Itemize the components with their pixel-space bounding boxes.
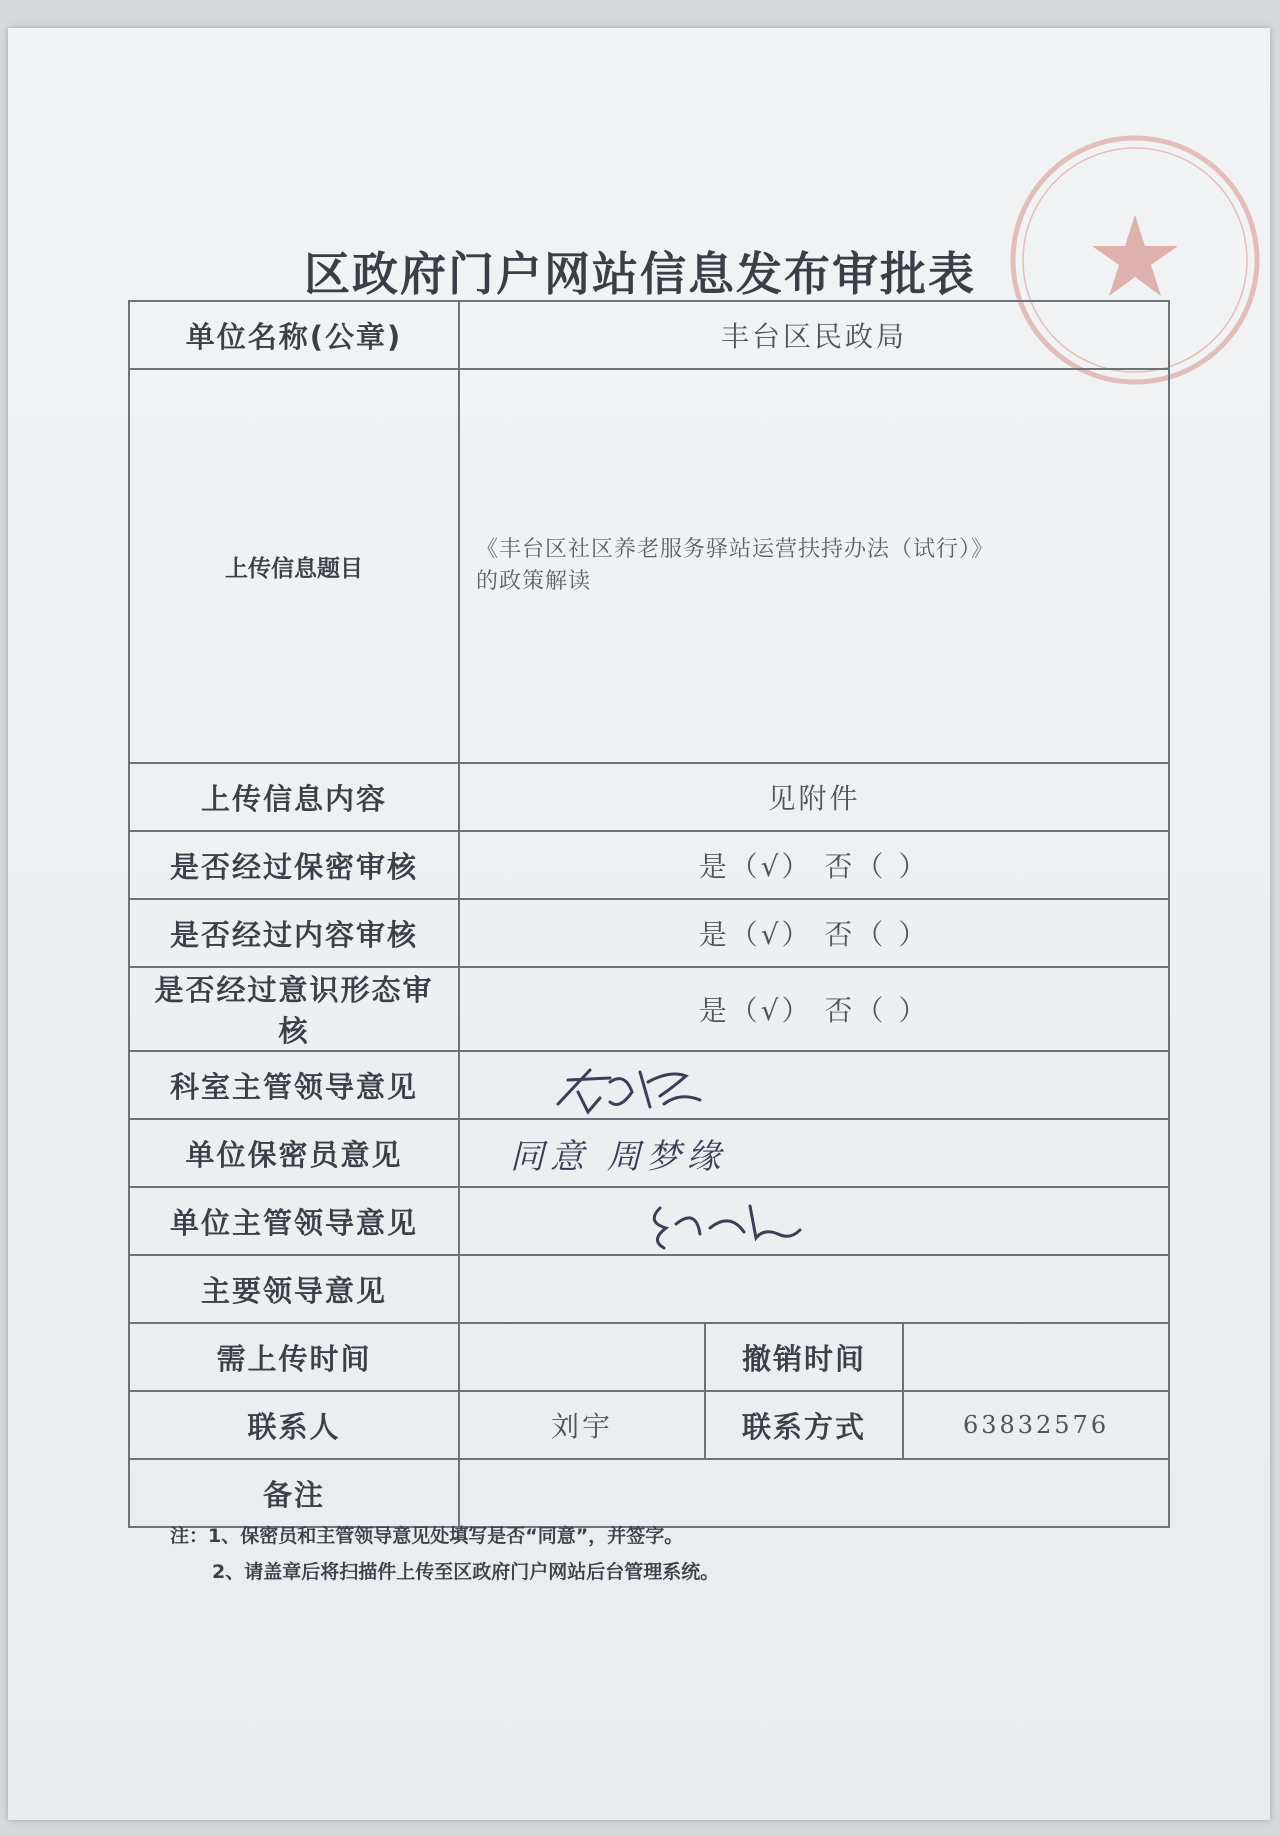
contact-method-label: 联系方式 bbox=[705, 1391, 903, 1459]
form-title: 区政府门户网站信息发布审批表 bbox=[304, 247, 976, 301]
row-secrecy-review bbox=[129, 831, 1169, 899]
note-line-2: 2、请盖章后将扫描件上传至区政府门户网站后台管理系统。 bbox=[212, 1561, 720, 1583]
handwritten-signature-1 bbox=[460, 1052, 1160, 1118]
unit-name-label: 单位名称(公章) bbox=[129, 301, 459, 369]
section-leader-label: 科室主管领导意见 bbox=[129, 1051, 459, 1119]
note-line-1: 注：1、保密员和主管领导意见处填写是否“同意”，并签字。 bbox=[170, 1525, 684, 1547]
contact-label: 联系人 bbox=[129, 1391, 459, 1459]
secrecy-review-label: 是否经过保密审核 bbox=[129, 831, 459, 899]
row-main-leader bbox=[129, 1255, 1169, 1323]
row-ideology-review bbox=[129, 967, 1169, 1051]
topic-line-1: 《丰台区社区养老服务驿站运营扶持办法（试行）》 bbox=[476, 537, 995, 562]
row-contact bbox=[129, 1391, 1169, 1459]
revoke-time-value bbox=[903, 1323, 1169, 1391]
form-notes bbox=[170, 1518, 719, 1590]
row-content-review bbox=[129, 899, 1169, 967]
handwritten-signature-2 bbox=[460, 1188, 1160, 1254]
upload-time-value bbox=[459, 1323, 705, 1391]
secrecy-review-value: 是（√） 否（ ） bbox=[459, 831, 1169, 899]
row-topic bbox=[129, 369, 1169, 763]
row-content bbox=[129, 763, 1169, 831]
row-secrecy-officer bbox=[129, 1119, 1169, 1187]
upload-time-label: 需上传时间 bbox=[129, 1323, 459, 1391]
row-times bbox=[129, 1323, 1169, 1391]
contact-method-value: 63832576 bbox=[903, 1391, 1169, 1459]
ideology-review-value: 是（√） 否（ ） bbox=[459, 967, 1169, 1051]
row-section-leader bbox=[129, 1051, 1169, 1119]
secrecy-officer-value: 同意 周梦缘 bbox=[510, 1136, 727, 1177]
approval-form-table bbox=[128, 300, 1170, 1528]
remarks-value bbox=[459, 1459, 1169, 1527]
unit-leader-signature bbox=[459, 1187, 1169, 1255]
revoke-time-label: 撤销时间 bbox=[705, 1323, 903, 1391]
section-leader-signature bbox=[459, 1051, 1169, 1119]
remarks-label: 备注 bbox=[129, 1459, 459, 1527]
ideology-review-label: 是否经过意识形态审核 bbox=[129, 967, 459, 1051]
content-review-label: 是否经过内容审核 bbox=[129, 899, 459, 967]
unit-leader-label: 单位主管领导意见 bbox=[129, 1187, 459, 1255]
row-unit-leader bbox=[129, 1187, 1169, 1255]
contact-value: 刘宇 bbox=[459, 1391, 705, 1459]
secrecy-officer-label: 单位保密员意见 bbox=[129, 1119, 459, 1187]
topic-label: 上传信息题目 bbox=[129, 369, 459, 763]
row-unit-name bbox=[129, 301, 1169, 369]
content-review-value: 是（√） 否（ ） bbox=[459, 899, 1169, 967]
secrecy-officer-opinion bbox=[459, 1119, 1169, 1187]
main-leader-label: 主要领导意见 bbox=[129, 1255, 459, 1323]
topic-line-2: 的政策解读 bbox=[476, 569, 592, 594]
main-leader-value bbox=[459, 1255, 1169, 1323]
topic-value bbox=[459, 369, 1169, 763]
unit-name-value: 丰台区民政局 bbox=[459, 301, 1169, 369]
row-remarks bbox=[129, 1459, 1169, 1527]
content-label: 上传信息内容 bbox=[129, 763, 459, 831]
content-value: 见附件 bbox=[459, 763, 1169, 831]
